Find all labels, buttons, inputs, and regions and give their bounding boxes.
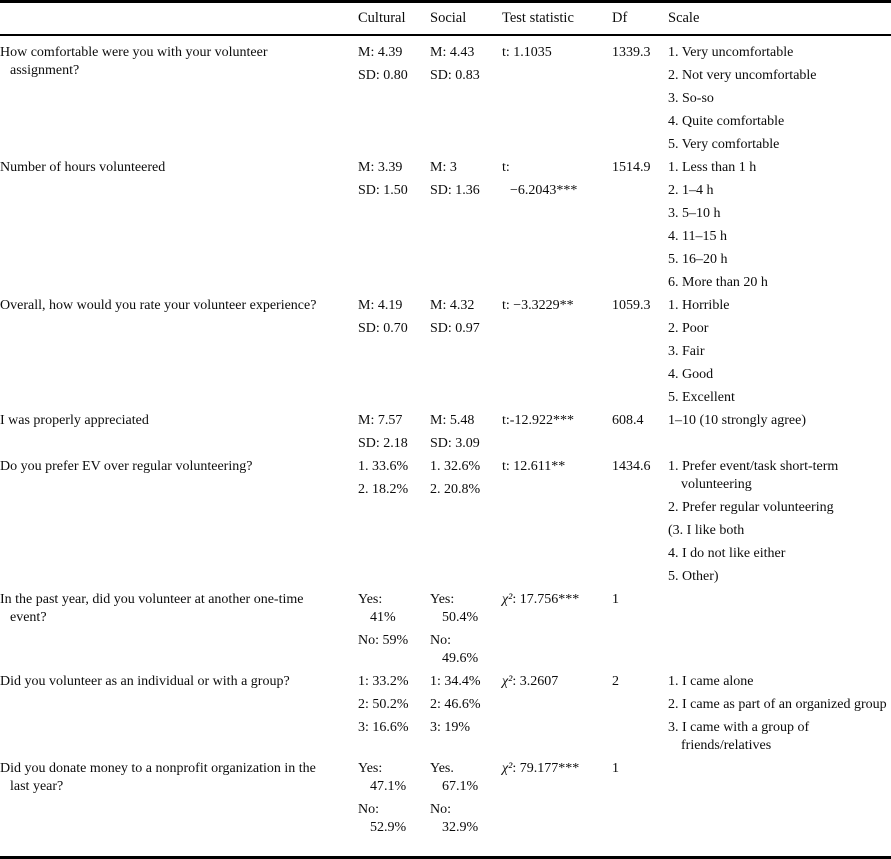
question-text: Number of hours volunteered <box>0 160 166 175</box>
stat-line: 1. 33.6% <box>358 459 409 474</box>
chi-squared-symbol: χ² <box>502 592 513 607</box>
df-value: 608.4 <box>612 413 644 428</box>
scale-item: 4. Good <box>668 367 714 382</box>
social-cell <box>430 668 502 737</box>
df-cell <box>612 154 668 177</box>
df-value: 1 <box>612 592 619 607</box>
stat-line: No: 59% <box>358 633 409 648</box>
stat-line: 41% <box>370 610 396 625</box>
scale-cell <box>668 407 891 430</box>
no-group <box>430 632 502 668</box>
scale-item: 5. Excellent <box>668 390 735 405</box>
col-header-test-statistic: Test statistic <box>502 10 574 26</box>
scale-cell <box>668 292 891 407</box>
scale-item: 2. Poor <box>668 321 709 336</box>
no-group <box>430 801 502 837</box>
df-cell <box>612 668 668 691</box>
scale-cell <box>668 453 891 586</box>
stat-line: 2. 18.2% <box>358 482 409 497</box>
df-cell <box>612 586 668 609</box>
question-text: Do you prefer EV over regular volunteering? <box>0 459 253 474</box>
scale-item: 5. 16–20 h <box>668 252 728 267</box>
test-statistic-cell <box>502 586 612 609</box>
no-group <box>358 801 430 837</box>
social-cell <box>430 755 502 837</box>
table-row <box>0 586 891 668</box>
table-header <box>0 3 891 36</box>
test-statistic-number: : 79.177*** <box>512 761 580 776</box>
scale-item: 2. Not very uncomfortable <box>668 68 817 83</box>
scale-item: 3. I came with a group of friends/relatives <box>668 720 810 753</box>
col-header-cultural: Cultural <box>358 10 406 26</box>
question-cell <box>0 668 358 691</box>
scale-item: 3. 5–10 h <box>668 206 721 221</box>
stat-line: 67.1% <box>442 779 479 794</box>
stat-line: M: 4.39 <box>358 45 403 60</box>
stat-line: 2. 20.8% <box>430 482 481 497</box>
test-statistic-value <box>502 673 612 691</box>
stat-line: 3: 16.6% <box>358 720 409 735</box>
col-header-scale: Scale <box>668 10 700 26</box>
scale-cell <box>668 154 891 292</box>
stat-line: M: 7.57 <box>358 413 403 428</box>
scale-item: 1–10 (10 strongly agree) <box>668 413 807 428</box>
stat-line: SD: 0.80 <box>358 68 408 83</box>
stat-line: 49.6% <box>442 651 479 666</box>
stat-line: SD: 0.70 <box>358 321 408 336</box>
stat-line: SD: 2.18 <box>358 436 408 451</box>
question-text: Overall, how would you rate your volunteer experience? <box>0 298 317 313</box>
question-text: How comfortable were you with your volunteer assignment? <box>0 45 268 78</box>
stat-line: Yes: <box>358 761 383 776</box>
chi-squared-symbol: χ² <box>502 761 513 776</box>
scale-item: 2. 1–4 h <box>668 183 714 198</box>
df-cell <box>612 755 668 778</box>
question-cell <box>0 154 358 177</box>
stat-line: M: 3.39 <box>358 160 403 175</box>
col-header-df: Df <box>612 10 628 26</box>
scale-item: 4. I do not like either <box>668 546 786 561</box>
df-value: 1339.3 <box>612 45 651 60</box>
stat-line: 1: 33.2% <box>358 674 409 689</box>
table-row <box>0 407 891 453</box>
cultural-cell <box>358 154 430 200</box>
cultural-cell <box>358 668 430 737</box>
stat-line: M: 4.32 <box>430 298 475 313</box>
table-row <box>0 453 891 586</box>
scale-item: 1. Very uncomfortable <box>668 45 794 60</box>
stat-line: 2: 50.2% <box>358 697 409 712</box>
scale-item: 5. Very comfortable <box>668 137 780 152</box>
scale-item: 3. Fair <box>668 344 705 359</box>
social-cell <box>430 292 502 338</box>
test-statistic-value: −6.2043*** <box>510 183 578 198</box>
question-cell <box>0 292 358 315</box>
stat-line: 50.4% <box>442 610 479 625</box>
stat-line: M: 3 <box>430 160 457 175</box>
test-statistic-cell <box>502 154 612 200</box>
test-statistic-cell <box>502 39 612 62</box>
stat-line: No: <box>430 633 451 648</box>
table-row <box>0 668 891 755</box>
test-statistic-value: t:-12.922*** <box>502 413 574 428</box>
question-cell <box>0 39 358 80</box>
scale-item: 1. I came alone <box>668 674 754 689</box>
social-cell <box>430 453 502 499</box>
df-cell <box>612 39 668 62</box>
stat-line: 1. 32.6% <box>430 459 481 474</box>
stat-line: Yes: <box>358 592 383 607</box>
table-row <box>0 39 891 154</box>
stat-line: 3: 19% <box>430 720 471 735</box>
scale-item: 3. So-so <box>668 91 714 106</box>
df-value: 1059.3 <box>612 298 651 313</box>
question-text: Did you donate money to a nonprofit organization in the last year? <box>0 761 316 794</box>
social-cell <box>430 407 502 453</box>
table-row <box>0 292 891 407</box>
table-row <box>0 154 891 292</box>
table-body <box>0 36 891 837</box>
stat-line: SD: 0.97 <box>430 321 480 336</box>
social-cell <box>430 586 502 668</box>
cultural-cell <box>358 453 430 499</box>
test-statistic-cell <box>502 453 612 476</box>
test-statistic-value: t: −3.3229** <box>502 298 574 313</box>
stat-line: No: <box>430 802 451 817</box>
scale-cell <box>668 39 891 154</box>
stat-line: SD: 1.50 <box>358 183 408 198</box>
stat-line: 1: 34.4% <box>430 674 481 689</box>
question-text: I was properly appreciated <box>0 413 149 428</box>
cultural-cell <box>358 292 430 338</box>
df-value: 1 <box>612 761 619 776</box>
test-statistic-value: t: 1.1035 <box>502 45 552 60</box>
scale-item: 2. I came as part of an organized group <box>668 697 887 712</box>
scale-item: 2. Prefer regular volunteering <box>668 500 834 515</box>
stat-line: SD: 1.36 <box>430 183 480 198</box>
df-cell <box>612 453 668 476</box>
test-statistic-value: t: 12.611** <box>502 459 566 474</box>
df-value: 2 <box>612 674 619 689</box>
test-statistic-value <box>502 760 612 778</box>
stat-line: Yes. <box>430 761 454 776</box>
test-statistic-number: : 17.756*** <box>512 592 580 607</box>
question-cell <box>0 453 358 476</box>
question-text: Did you volunteer as an individual or with a group? <box>0 674 290 689</box>
test-statistic-cell <box>502 755 612 778</box>
test-statistic-value: t: <box>502 160 510 175</box>
scale-item: 4. Quite comfortable <box>668 114 785 129</box>
chi-squared-symbol: χ² <box>502 674 513 689</box>
stat-line: SD: 0.83 <box>430 68 480 83</box>
question-cell <box>0 407 358 430</box>
question-cell <box>0 586 358 627</box>
no-group <box>358 632 430 650</box>
df-cell <box>612 407 668 430</box>
cultural-cell <box>358 755 430 837</box>
stat-line: M: 5.48 <box>430 413 475 428</box>
scale-item: 1. Prefer event/task short-term volunteering <box>668 459 839 492</box>
stat-line: M: 4.43 <box>430 45 475 60</box>
stat-line: 32.9% <box>442 820 479 835</box>
scale-item: 1. Less than 1 h <box>668 160 757 175</box>
test-statistic-cell <box>502 668 612 691</box>
scale-item: 6. More than 20 h <box>668 275 768 290</box>
test-statistic-value <box>502 591 612 609</box>
stat-line: SD: 3.09 <box>430 436 480 451</box>
test-statistic-cell <box>502 407 612 430</box>
scale-item: 4. 11–15 h <box>668 229 727 244</box>
stat-line: M: 4.19 <box>358 298 403 313</box>
yes-group <box>358 760 430 796</box>
social-cell <box>430 154 502 200</box>
yes-group <box>430 760 502 796</box>
table-row <box>0 755 891 837</box>
scale-item: 1. Horrible <box>668 298 730 313</box>
social-cell <box>430 39 502 85</box>
scale-cell <box>668 668 891 755</box>
test-statistic-number: : 3.2607 <box>512 674 559 689</box>
yes-group <box>358 591 430 627</box>
stat-line: 52.9% <box>370 820 407 835</box>
stat-line: 2: 46.6% <box>430 697 481 712</box>
stat-line: No: <box>358 802 379 817</box>
question-text: In the past year, did you volunteer at another one-time event? <box>0 592 304 625</box>
cultural-cell <box>358 586 430 650</box>
cultural-cell <box>358 39 430 85</box>
scale-item: (3. I like both <box>668 523 745 538</box>
question-cell <box>0 755 358 796</box>
scale-item: 5. Other) <box>668 569 719 584</box>
col-header-social: Social <box>430 10 467 26</box>
test-statistic-cell <box>502 292 612 315</box>
stat-line: 47.1% <box>370 779 407 794</box>
yes-group <box>430 591 502 627</box>
df-value: 1434.6 <box>612 459 651 474</box>
stat-line: Yes: <box>430 592 455 607</box>
cultural-cell <box>358 407 430 453</box>
df-value: 1514.9 <box>612 160 651 175</box>
df-cell <box>612 292 668 315</box>
